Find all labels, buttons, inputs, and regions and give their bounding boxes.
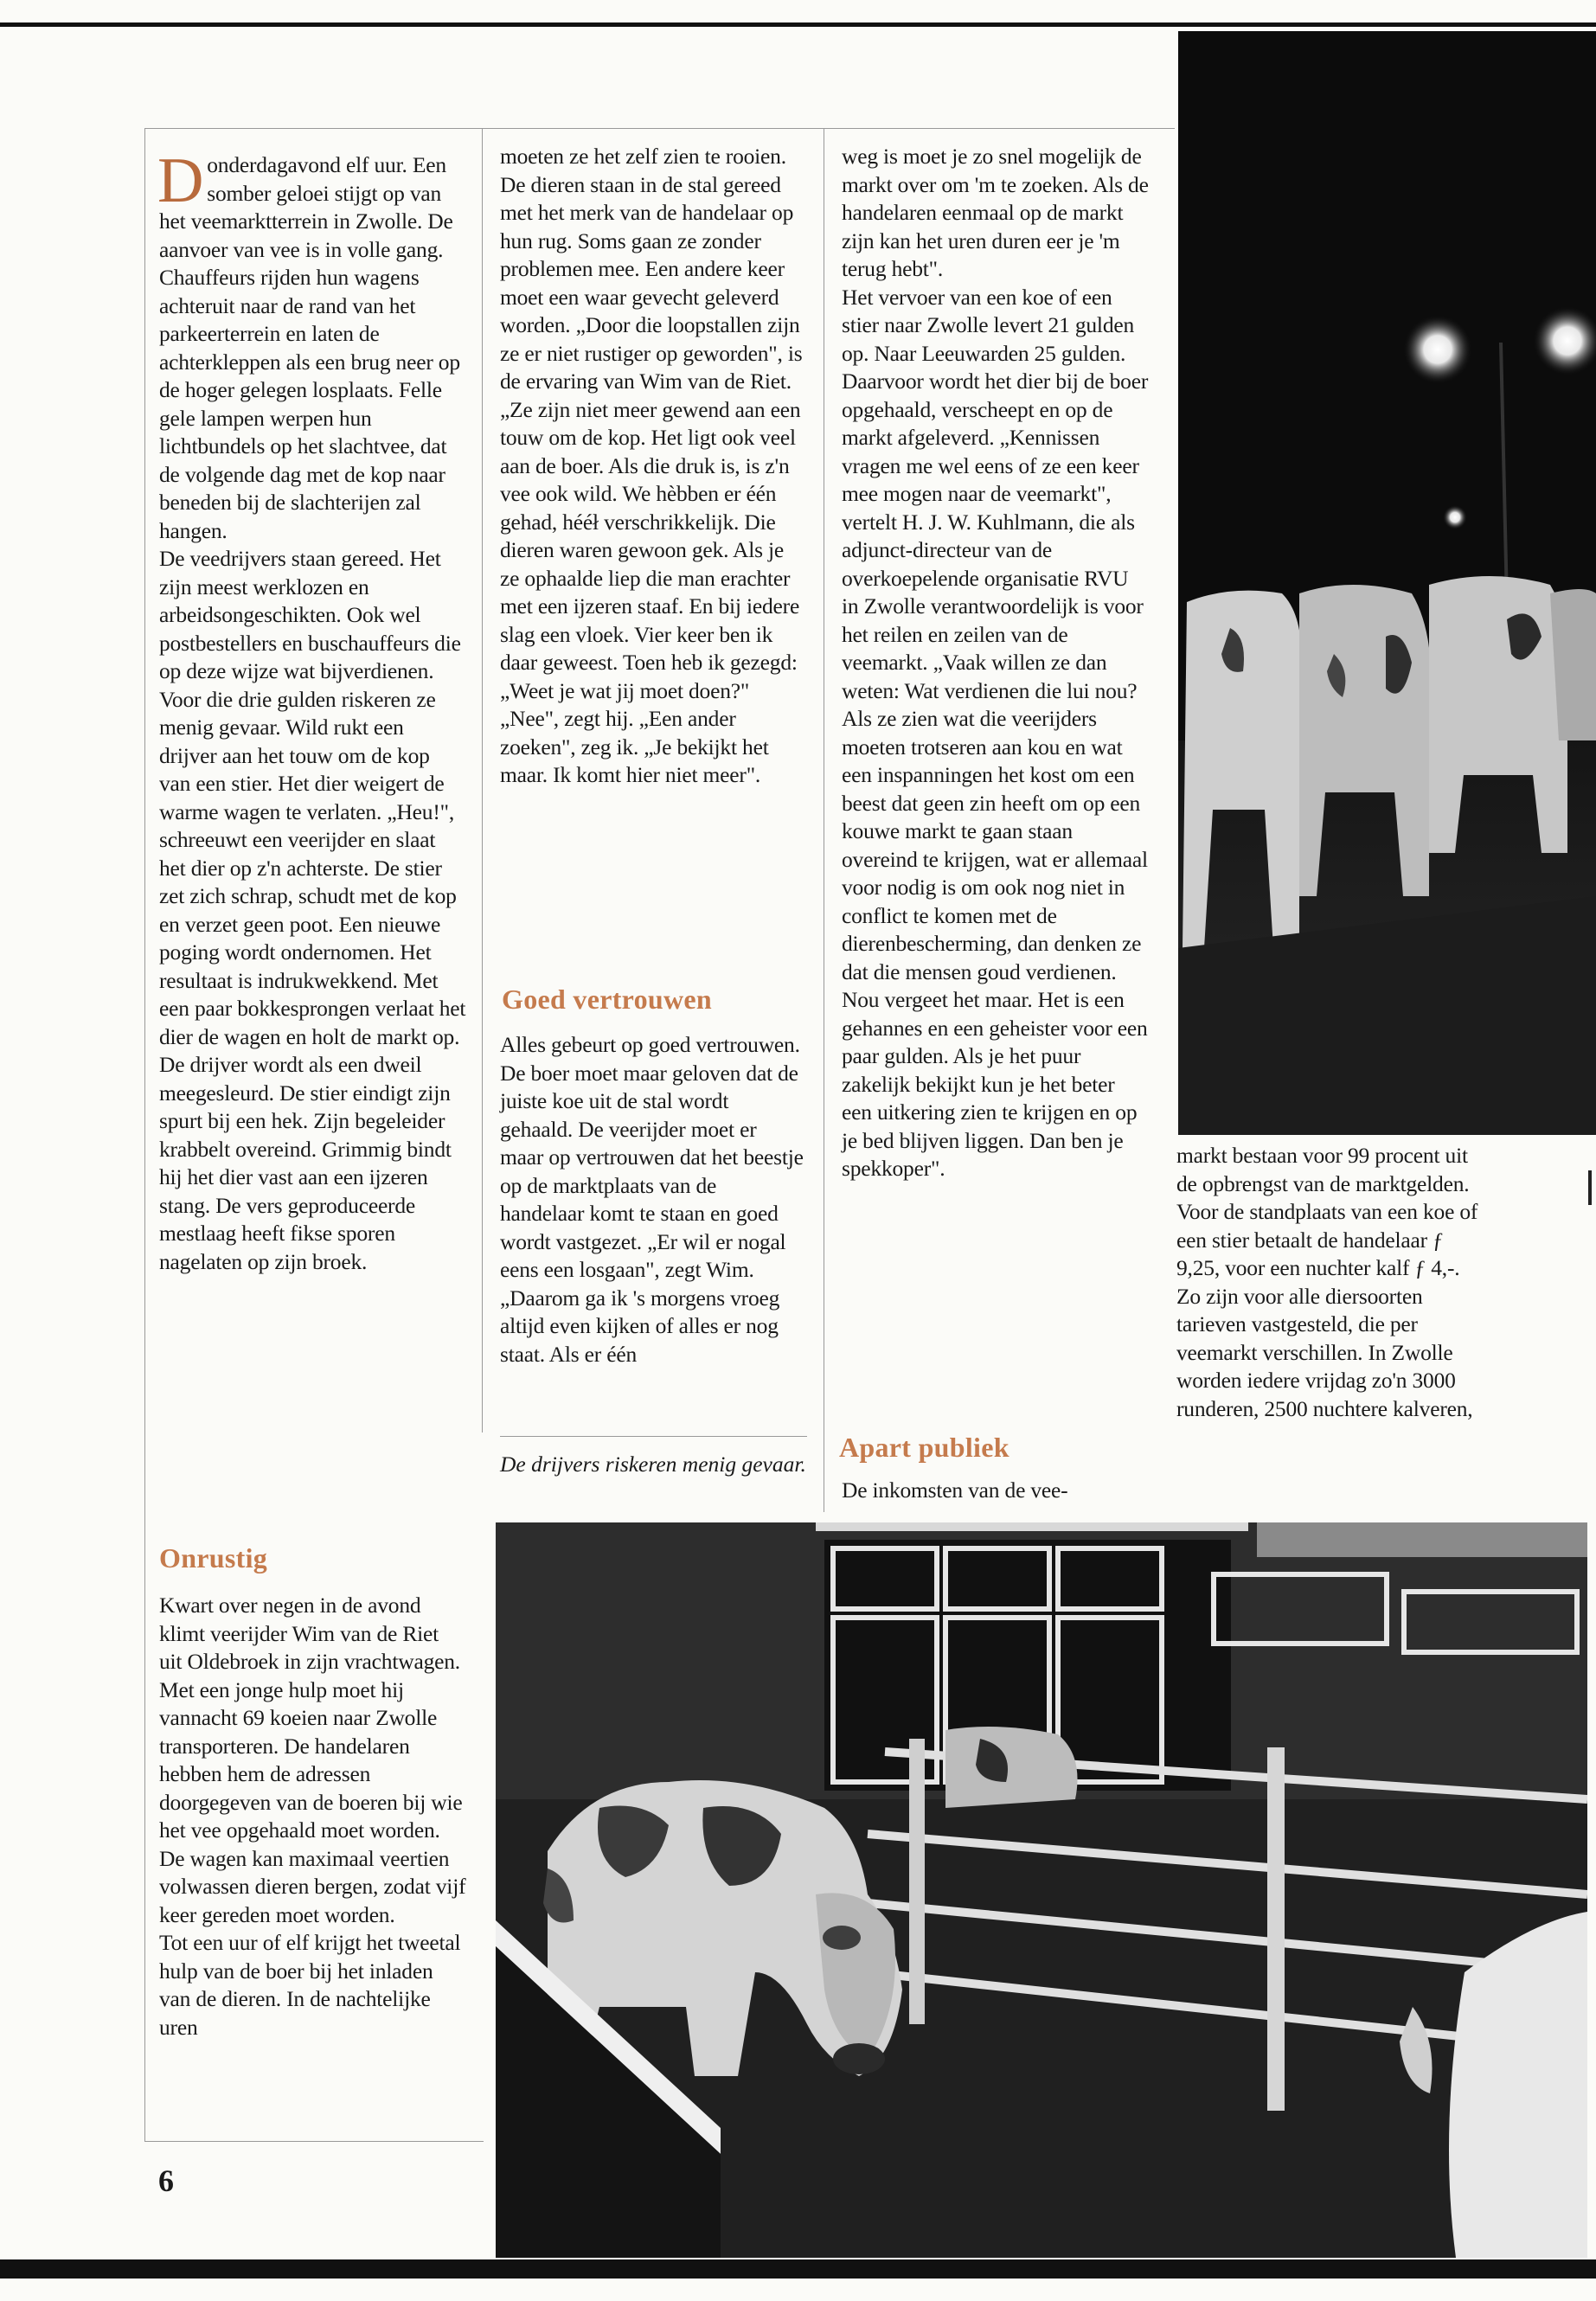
top-rule — [0, 22, 1596, 27]
article-column-1-bottom — [159, 1592, 466, 2041]
subhead-apart-publiek: Apart publiek — [839, 1432, 1010, 1463]
paragraph: weg is moet je zo snel mogelijk de markt over om 'm te zoeken. Als de handelaren eenmaal op de markt zijn kan het uren duren eer je 'm terug hebt". — [842, 144, 1149, 281]
article-column-3 — [842, 143, 1149, 1183]
paragraph: Tot een uur of elf krijgt het tweetal hulp van de boer bij het inladen van de dieren. In de nachtelijke uren — [159, 1930, 461, 2040]
paragraph: moeten ze het zelf zien te rooien. De dieren staan in de stal gereed met het merk van de handelaar op hun rug. Soms gaan ze zonder problemen mee. Een andere keer moet een waar gevecht geleverd worden. „Door die loopstallen zijn ze er niet rustiger op geworden", is de ervaring van Wim van de Riet. „Ze zijn niet meer gewend aan een touw om de kop. Het ligt ook veel aan de boer. Als die druk is, is z'n vee ook wild. We hèbben er één gehad, hééł verschrikkelijk. Die dieren waren gewoon gek. Als je ze ophaalde liep die man erachter met een ijzeren staaf. En bij iedere slag een vloek. Vier keer ben ik daar geweest. Toen heb ik gezegd: „Weet je wat jij moet doen?" „Nee", zegt hij. „Een ander zoeken", zeg ik. „Je bekijkt het maar. Ik komt hier niet meer". — [500, 144, 803, 787]
subhead-onrustig: Onrustig — [159, 1542, 268, 1574]
page-number: 6 — [158, 2163, 174, 2198]
article-column-4 — [1176, 1142, 1479, 1423]
article-column-1 — [157, 145, 466, 1276]
photo-cattle-at-night — [1178, 31, 1596, 1135]
column-frame-top — [483, 128, 1175, 129]
paragraph: Het vervoer van een koe of een stier naar Zwolle levert 21 gulden op. Naar Leeuwarden 25 gulden. Daarvoor wordt het dier bij de boer opgehaald, verscheept en op de markt afgeleverd. „Kennissen vragen me wel eens of ze een keer mee mogen naar de veemarkt", vertelt H. J. W. Kuhlmann, die als adjunct-directeur van de overkoepelende organisatie RVU in Zwolle verantwoordelijk is voor het reilen en zeilen van de veemarkt. „Vaak willen ze dan weten: Wat verdienen die lui nou? Als ze zien wat die veerijders moeten trotseren aan kou en wat een inspanningen het kost om een beest dat geen zin heeft om op een kouwe markt te gaan staan overeind te krijgen, wat er allemaal voor nodig is om ook nog niet in conflict te komen met de dierenbescherming, dan denken ze dat die mensen goud verdienen. Nou vergeet het maar. Het is een gehannes en een geheister voor een paar gulden. Als je het puur zakelijk bekijkt kun je het beter een uitkering zien te krijgen en op je bed blijven liggen. Dan ben je spekkoper". — [842, 284, 1149, 1181]
paragraph: De inkomsten van de vee- — [842, 1477, 1068, 1503]
drop-cap: D — [157, 145, 204, 216]
article-column-2-bottom — [500, 1031, 804, 1368]
bottom-rule — [0, 2259, 1596, 2279]
article-column-3-bottom — [842, 1477, 1149, 1505]
column-divider — [482, 128, 483, 1433]
paragraph: Kwart over negen in de avond klimt veerijder Wim van de Riet uit Oldebroek in zijn vrachtwagen. Met een jonge hulp moet hij vannacht 69 koeien naar Zwolle transporteren. De handelaren hebben hem de adressen doorgegeven van de boeren bij wie het vee opgehaald moet worden. De wagen kan maximaal veertien volwassen dieren bergen, zodat vijf keer gereden moet worden. — [159, 1593, 466, 1927]
paragraph: markt bestaan voor 99 procent uit de opbrengst van de marktgelden. Voor de standplaats van een koe of een stier betaalt de handelaar ƒ 9,25, voor een nuchter kalf ƒ 4,-. Zo zijn voor alle diersoorten tarieven vastgesteld, die per veemarkt verschillen. In Zwolle worden iedere vrijdag zo'n 3000 runderen, 2500 nuchtere kalveren, — [1176, 1143, 1478, 1421]
photo-caption: De drijvers riskeren menig gevaar. — [500, 1436, 807, 1478]
paragraph: onderdagavond elf uur. Een somber geloei stijgt op van het veemarktterrein in Zwolle. De aanvoer van vee is in volle gang. Chauffeurs rijden hun wagens achteruit naar de rand van het parkeerterrein en laten de achterkleppen als een brug neer op de hoger gelegen losplaats. Felle gele lampen werpen hun lichtbundels op het slachtvee, dat de volgende dag met de kop naar beneden bij de slachterijen zal hangen. — [159, 152, 460, 543]
paragraph: De veedrijvers staan gereed. Het zijn meest werklozen en arbeidsongeschikten. Ook wel postbestellers en buschauffeurs die op deze wijze wat bijverdienen. Voor die drie gulden riskeren ze menig gevaar. Wild rukt een drijver aan het touw om de kop van een stier. Het dier weigert de warme wagen te verlaten. „Heu!", schreeuwt een veerijder en slaat het dier op z'n achterste. De stier zet zich schrap, schudt met de kop en verzet geen poot. Een nieuwe poging wordt ondernomen. Het resultaat is indrukwekkend. Met een paar bokkesprongen verlaat het dier de wagen en holt de markt op. De drijver wordt als een dweil meegesleurd. De stier eindigt zijn spurt bij een hek. Zijn begeleider krabbelt overeind. Grimmig bindt hij het dier vast aan een ijzeren stang. De vers geproduceerde mestlaag heeft fikse sporen nagelaten op zijn broek. — [159, 546, 466, 1274]
photo-bull-at-fence — [496, 1522, 1587, 2258]
subhead-goed-vertrouwen: Goed vertrouwen — [502, 984, 712, 1015]
margin-mark — [1588, 1170, 1592, 1205]
article-column-2 — [500, 143, 804, 790]
paragraph: Alles gebeurt op goed vertrouwen. De boer moet maar geloven dat de juiste koe uit de stal wordt gehaald. De veerijder moet er maar op vertrouwen dat het beestje op de marktplaats van de handelaar komt te staan en goed wordt vastgezet. „Er wil er nogal eens een losgaan", zegt Wim. „Daarom ga ik 's morgens vroeg altijd even kijken of alles er nog staat. Als er één — [500, 1032, 804, 1367]
